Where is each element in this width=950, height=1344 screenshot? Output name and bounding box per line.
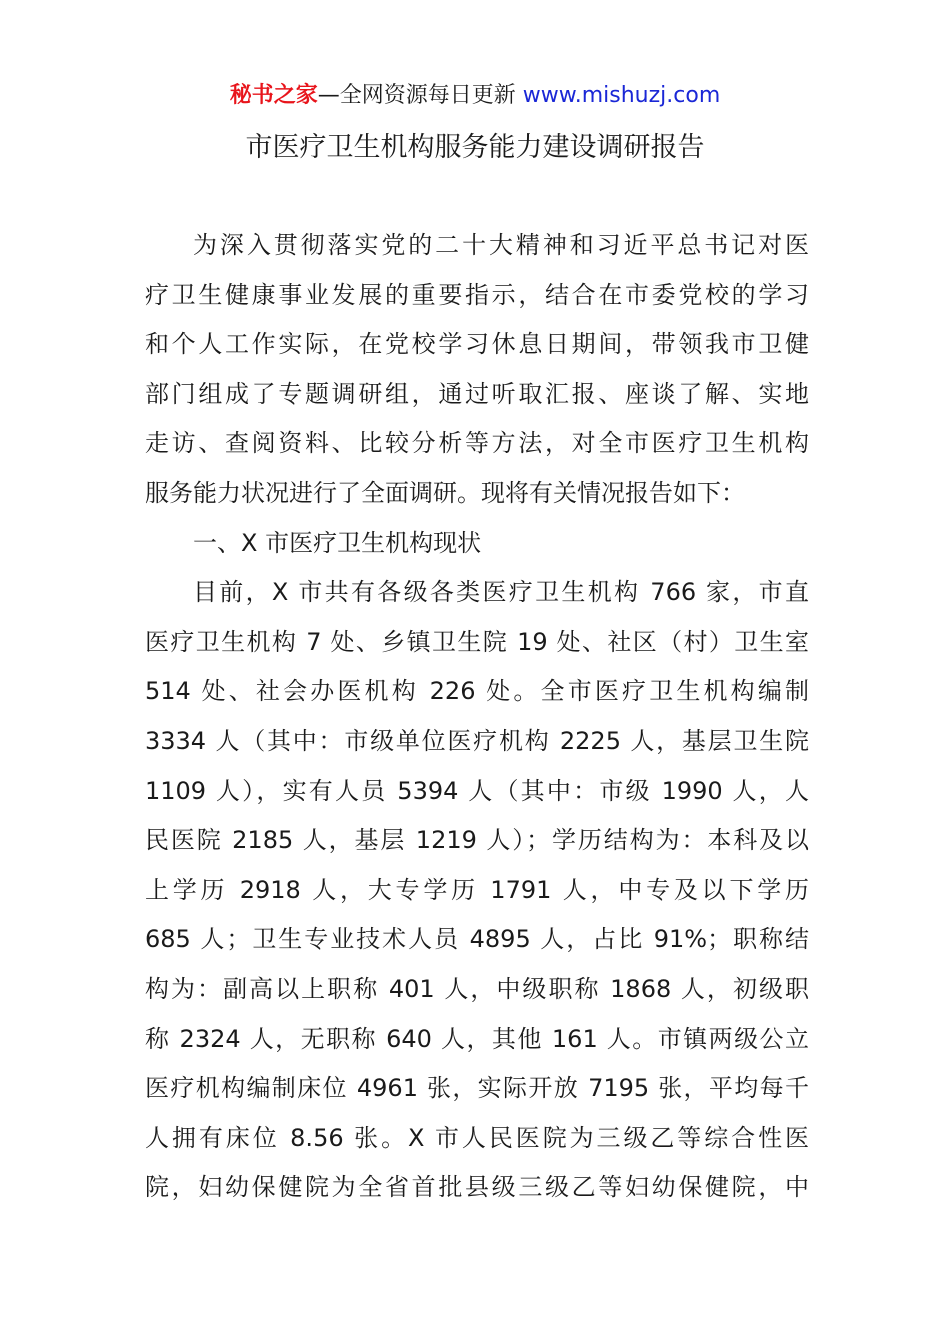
body-line: 服务能力状况进行了全面调研。现将有关情况报告如下： (145, 478, 745, 507)
body-line: 目前，X 市共有各级各类医疗卫生机构 766 家，市直 (193, 578, 809, 607)
body-line: 构为：副高以上职称 401 人，中级职称 1868 人，初级职 (145, 974, 809, 1003)
body-line: 上学历 2918 人，大专学历 1791 人，中专及以下学历 (145, 875, 809, 904)
body-line: 部门组成了专题调研组，通过听取汇报、座谈了解、实地 (145, 379, 809, 408)
document-title: 市医疗卫生机构服务能力建设调研报告 (245, 132, 705, 163)
body-line: 走访、查阅资料、比较分析等方法，对全市医疗卫生机构 (145, 429, 809, 458)
body-line: 为深入贯彻落实党的二十大精神和习近平总书记对医 (193, 231, 809, 259)
body-line: 人拥有床位 8.56 张。X 市人民医院为三级乙等综合性医 (145, 1123, 809, 1152)
body-line: 院，妇幼保健院为全省首批县级三级乙等妇幼保健院，中 (145, 1173, 809, 1202)
body-line: 1109 人），实有人员 5394 人（其中：市级 1990 人，人 (145, 776, 809, 805)
header-tagline: —全网资源每日更新 (317, 83, 523, 108)
body-line: 疗卫生健康事业发展的重要指示，结合在市委党校的学习 (145, 280, 809, 309)
body-line: 3334 人（其中：市级单位医疗机构 2225 人，基层卫生院 (145, 726, 809, 755)
body-line: 医疗机构编制床位 4961 张，实际开放 7195 张，平均每千 (145, 1074, 809, 1103)
site-url-link[interactable]: www.mishuzj.com (522, 83, 721, 108)
body-line: 685 人；卫生专业技术人员 4895 人，占比 91%；职称结 (145, 925, 809, 954)
body-line: 民医院 2185 人，基层 1219 人）；学历结构为：本科及以 (145, 826, 809, 855)
body-line: 514 处、社会办医机构 226 处。全市医疗卫生机构编制 (145, 677, 809, 706)
body-line: 和个人工作实际，在党校学习休息日期间，带领我市卫健 (145, 330, 809, 359)
body-line: 医疗卫生机构 7 处、乡镇卫生院 19 处、社区（村）卫生室 (145, 627, 809, 656)
site-header (0, 80, 950, 112)
section-heading: 一、X 市医疗卫生机构现状 (193, 528, 482, 557)
brand-name: 秘书之家 (229, 83, 318, 108)
body-line: 称 2324 人，无职称 640 人，其他 161 人。市镇两级公立 (145, 1024, 809, 1053)
document-body (145, 221, 809, 1213)
